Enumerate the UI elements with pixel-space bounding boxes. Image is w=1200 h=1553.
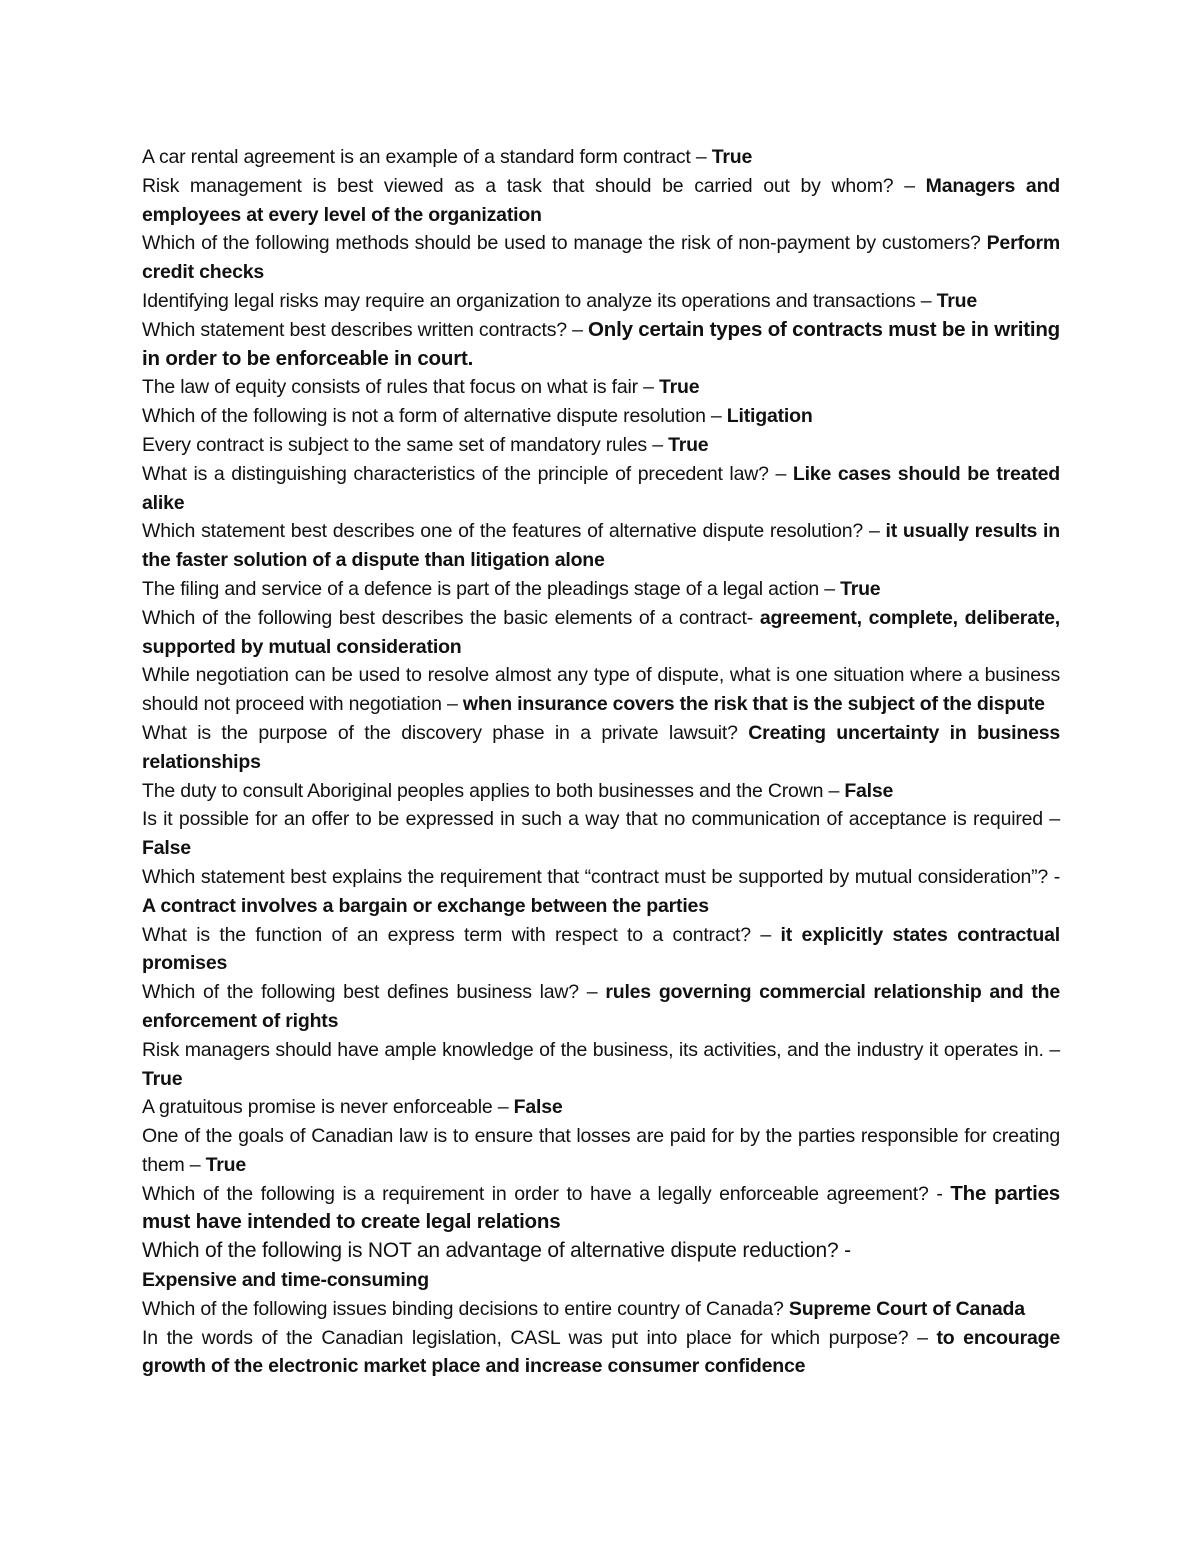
qa-item-4	[142, 287, 1060, 316]
qa-item-1	[142, 143, 1060, 172]
qa-item-16	[142, 805, 1060, 863]
question: Risk management is best viewed as a task that should be carried out by whom? –	[142, 174, 926, 197]
question: What is a distinguishing characteristics of the principle of precedent law? –	[142, 462, 793, 485]
qa-item-17	[142, 863, 1060, 921]
answer: False	[844, 779, 894, 802]
question: Risk managers should have ample knowledge of the business, its activities, and the industry it operates in. –	[142, 1038, 1060, 1061]
answer: rules governing commercial relationship and the enforcement of rights	[142, 981, 1060, 1032]
question: Which of the following is NOT an advantage of alternative dispute reduction? -	[142, 1239, 851, 1263]
question: Identifying legal risks may require an organization to analyze its operations and transactions –	[142, 289, 937, 312]
question: Which of the following best defines business law? –	[142, 981, 606, 1004]
answer: to encourage growth of the electronic market place and increase consumer confidence	[142, 1326, 1060, 1378]
answer: True	[659, 376, 700, 399]
document-page	[142, 143, 1060, 1381]
question: A gratuitous promise is never enforceable –	[142, 1096, 514, 1119]
answer: The parties must have intended to create legal relations	[142, 1181, 1060, 1234]
answer: Supreme Court of Canada	[788, 1297, 1025, 1320]
answer: True	[840, 577, 881, 600]
qa-item-24	[142, 1237, 1060, 1295]
question: The law of equity consists of rules that focus on what is fair –	[142, 376, 660, 399]
qa-item-9	[142, 460, 1060, 518]
qa-item-6	[142, 373, 1060, 402]
qa-item-11	[142, 575, 1060, 604]
question: Which of the following is not a form of alternative dispute resolution –	[142, 405, 727, 428]
qa-item-22	[142, 1122, 1060, 1180]
answer: True	[936, 289, 978, 312]
answer: A contract involves a bargain or exchange between the parties	[142, 894, 709, 917]
qa-item-20	[142, 1036, 1060, 1094]
question: Is it possible for an offer to be expressed in such a way that no communication of acceptance is required –	[142, 808, 1060, 831]
qa-item-18	[142, 921, 1060, 979]
answer: Managers and employees at every level of the organization	[142, 174, 1060, 226]
question: What is the function of an express term with respect to a contract? –	[142, 923, 781, 946]
answer: agreement, complete, deliberate, supported by mutual consideration	[142, 606, 1060, 658]
qa-item-12	[142, 604, 1060, 662]
question: The filing and service of a defence is part of the pleadings stage of a legal action –	[142, 577, 841, 600]
answer: Perform credit checks	[142, 232, 1060, 284]
question: Which of the following issues binding decisions to entire country of Canada?	[142, 1297, 789, 1320]
question: Which statement best describes written contracts? –	[142, 318, 589, 341]
answer: Only certain types of contracts must be in writing in order to be enforceable in court.	[142, 317, 1060, 370]
question: One of the goals of Canadian law is to ensure that losses are paid for by the parties responsible for creating them –	[142, 1125, 1060, 1176]
answer: Like cases should be treated alike	[142, 462, 1060, 514]
answer: it usually results in the faster solution of a dispute than litigation alone	[142, 520, 1060, 572]
question: Which of the following is a requirement in order to have a legally enforceable agreement? -	[142, 1182, 951, 1205]
answer: True	[205, 1153, 247, 1176]
question: Which of the following best describes the basic elements of a contract-	[142, 606, 760, 629]
qa-item-8	[142, 431, 1060, 460]
question: The duty to consult Aboriginal peoples applies to both businesses and the Crown –	[142, 779, 845, 802]
question: Which of the following methods should be used to manage the risk of non-payment by customers?	[142, 232, 987, 255]
answer: False	[142, 837, 191, 860]
qa-item-10	[142, 517, 1060, 575]
answer: True	[668, 433, 709, 456]
qa-item-14	[142, 719, 1060, 777]
question: A car rental agreement is an example of a standard form contract –	[142, 146, 712, 168]
answer: False	[513, 1096, 563, 1119]
question: In the words of the Canadian legislation, CASL was put into place for which purpose? –	[142, 1326, 937, 1349]
answer: it explicitly states contractual promises	[142, 923, 1060, 975]
qa-item-3	[142, 229, 1060, 287]
answer: True	[711, 146, 753, 168]
qa-item-13	[142, 661, 1060, 719]
answer: Creating uncertainty in business relationships	[142, 721, 1061, 773]
question: Which statement best explains the requirement that “contract must be supported by mutual consideration”? -	[142, 865, 1060, 888]
qa-item-26	[142, 1324, 1060, 1382]
answer: True	[142, 1067, 183, 1090]
qa-item-19	[142, 978, 1060, 1036]
qa-item-23	[142, 1180, 1060, 1238]
question: What is the purpose of the discovery phase in a private lawsuit?	[142, 721, 749, 744]
question: Which statement best describes one of the features of alternative dispute resolution? –	[142, 520, 886, 543]
qa-item-15	[142, 777, 1060, 806]
answer: Expensive and time-consuming	[142, 1269, 429, 1292]
answer: Litigation	[726, 405, 813, 428]
answer: when insurance covers the risk that is the subject of the dispute	[462, 693, 1045, 716]
qa-item-21	[142, 1093, 1060, 1122]
qa-item-25	[142, 1295, 1060, 1324]
question: While negotiation can be used to resolve almost any type of dispute, what is one situation where a business should not proceed with negotiation –	[142, 664, 1060, 716]
qa-item-7	[142, 402, 1060, 431]
qa-item-2	[142, 172, 1060, 230]
question: Every contract is subject to the same set of mandatory rules –	[142, 433, 669, 456]
qa-item-5	[142, 316, 1060, 374]
